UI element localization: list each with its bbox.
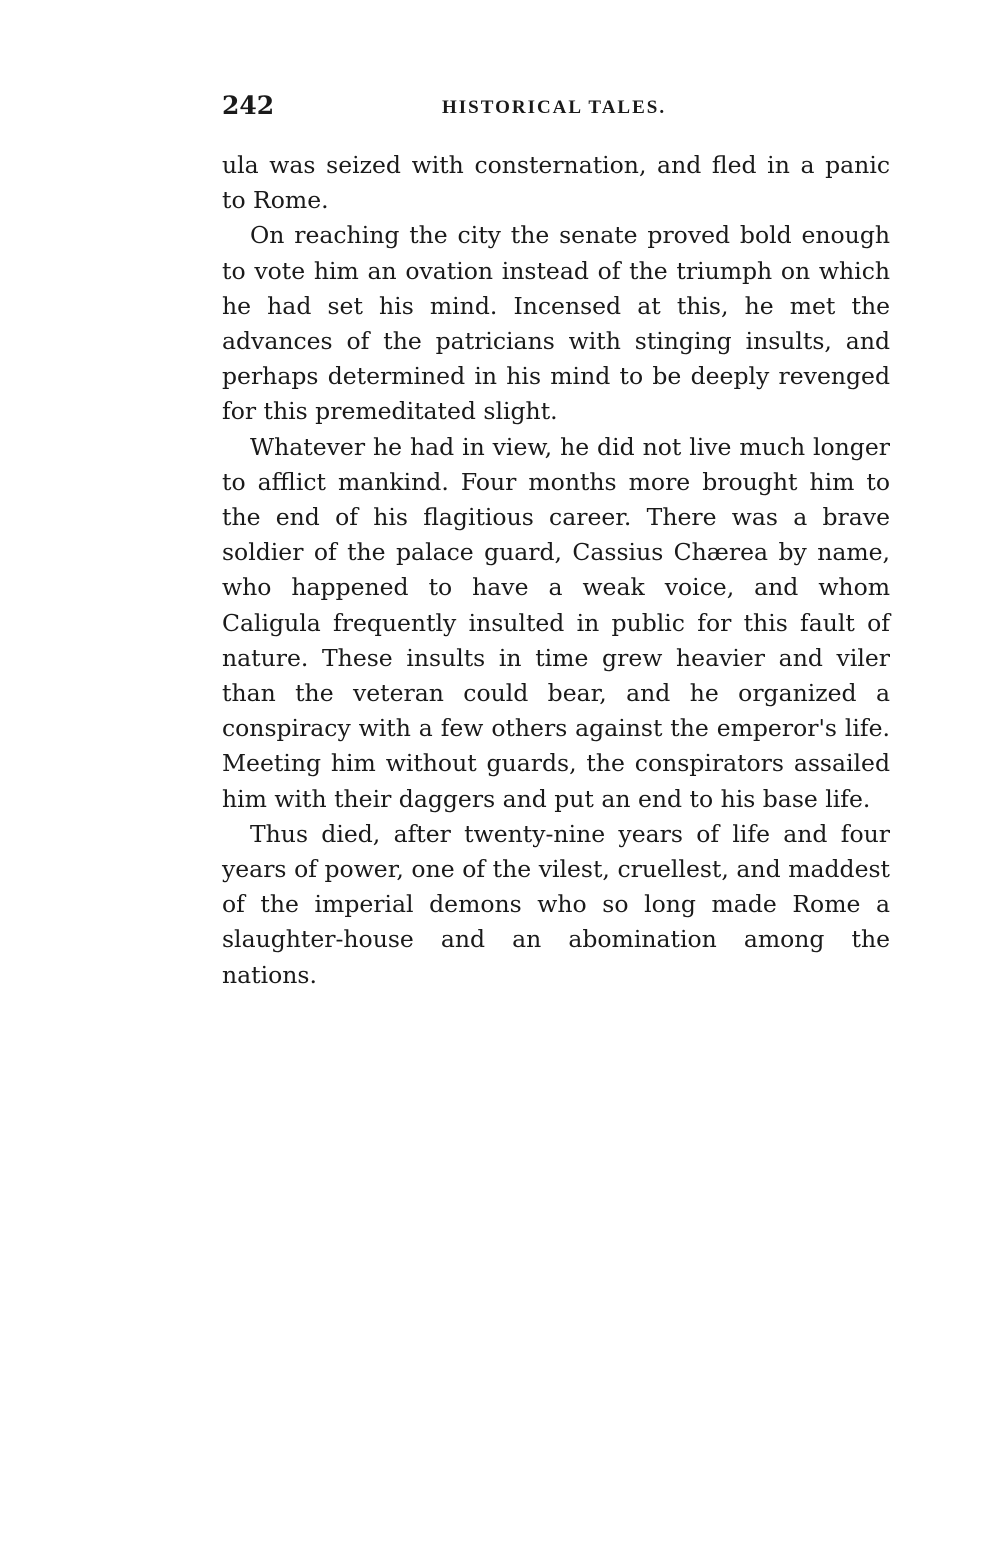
page-number: 242 [222,91,275,120]
running-title: HISTORICAL TALES. [442,97,667,118]
body-text [222,148,890,993]
paragraph-continuation: ula was seized with consternation, and fled in a panic to Rome. [222,151,890,215]
paragraph-senate-ovation: On reaching the city the senate proved bold enough to vote him an ovation instead of the triumph on which he had set his mind. Incensed at this, he met the advances of the patricians with stinging insults, and perhaps determined in his mind to be deeply revenged for this premeditated slight. [222,221,890,426]
paragraph-conspiracy: Whatever he had in view, he did not live much longer to afflict mankind. Four months more brought him to the end of his flagitious career. There was a brave soldier of the palace guard, Cassius Chærea by name, who happened to have a weak voice, and whom Caligula frequently insulted in public for this fault of nature. These insults in time grew heavier and viler than the veteran could bear, and he organized a conspiracy with a few others against the emperor's life. Meeting him without guards, the conspirators assailed him with their daggers and put an end to his base life. [222,432,890,813]
running-head [222,88,890,128]
paragraph-conclusion: Thus died, after twenty-nine years of life and four years of power, one of the vilest, cruellest, and maddest of the imperial demons who so long made Rome a slaughter-house and an abomination among the nations. [222,819,890,989]
